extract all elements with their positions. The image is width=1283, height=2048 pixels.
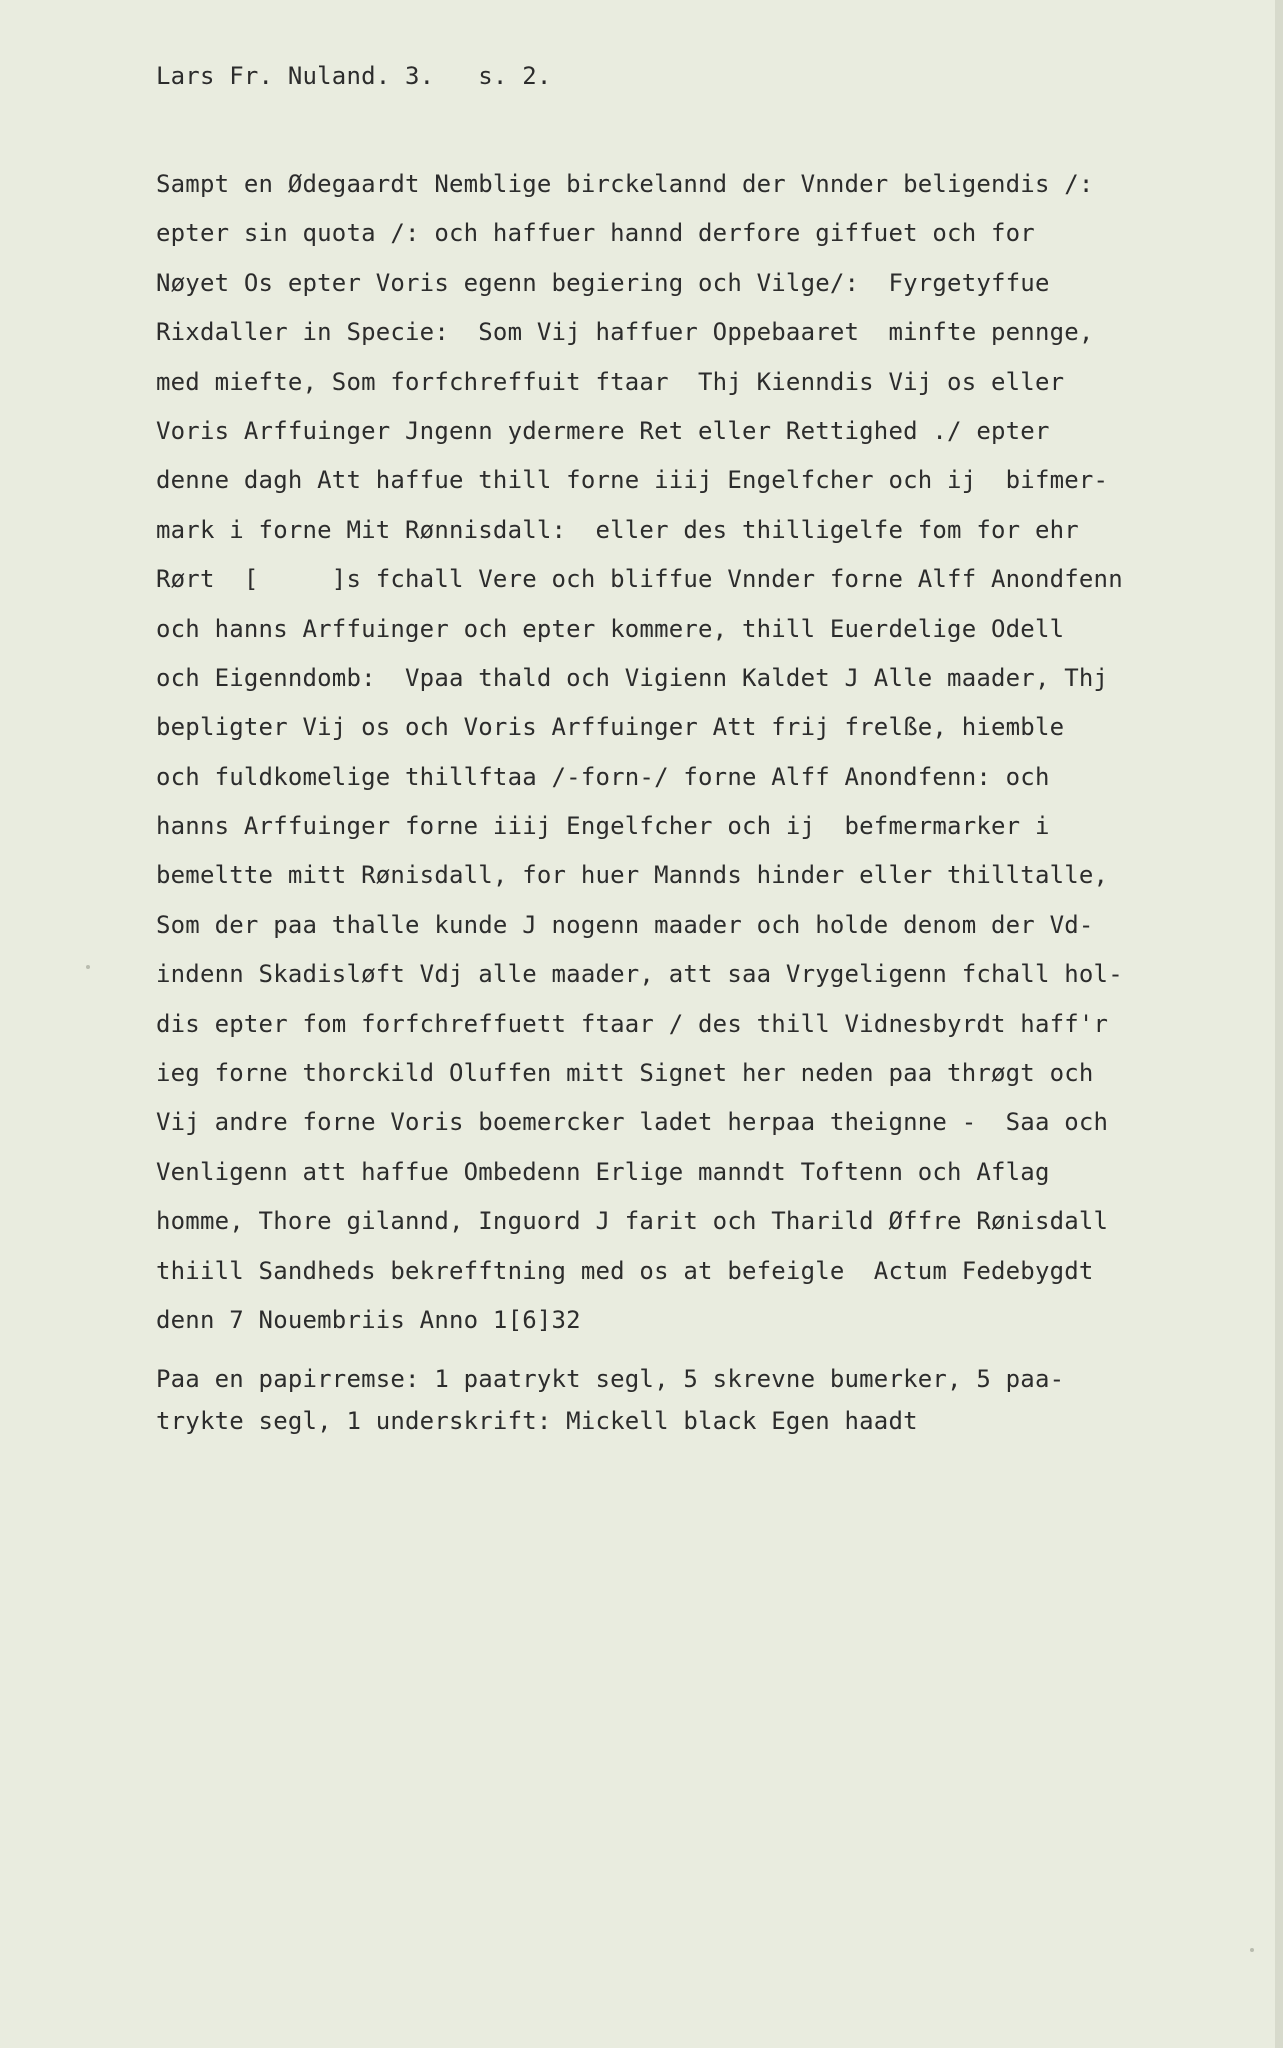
transcription-body xyxy=(156,160,1156,1345)
text-line: ieg forne thorckild Oluffen mitt Signet her neden paa thrøgt och xyxy=(156,1059,1094,1088)
text-line: Vij andre forne Voris boemercker ladet herpaa theignne - Saa och xyxy=(156,1108,1109,1137)
text-line: Sampt en Ødegaardt Nemblige birckelannd der Vnnder beligendis /: xyxy=(156,170,1094,198)
paper-speck xyxy=(1250,1948,1254,1952)
text-line: mark i forne Mit Rønnisdall: eller des thilligelfe fom for ehr xyxy=(156,515,1079,544)
text-line: och hanns Arffuinger och epter kommere, thill Euerdelige Odell xyxy=(156,614,1065,643)
text-line: Venligenn att haffue Ombedenn Erlige manndt Toftenn och Aflag xyxy=(156,1157,1050,1186)
text-line: Rørt [ ]s fchall Vere och bliffue Vnnder forne Alff Anondfenn xyxy=(156,565,1123,594)
text-line: epter sin quota /: och haffuer hannd derfore giffuet och for xyxy=(156,219,1035,248)
text-line: Rixdaller in Specie: Som Vij haffuer Oppebaaret minfte pennge, xyxy=(156,318,1094,347)
text-line: denne dagh Att haffue thill forne iiij Engelfcher och ij bifmer- xyxy=(156,466,1109,495)
text-line: bemeltte mitt Rønisdall, for huer Mannds hinder eller thilltalle, xyxy=(156,861,1109,890)
page-header: Lars Fr. Nuland. 3. s. 2. xyxy=(156,62,552,90)
note-line: Paa en papirremse: 1 paatrykt segl, 5 skrevne bumerker, 5 paa- xyxy=(156,1365,1065,1393)
source-note xyxy=(156,1358,1156,1442)
text-line: dis epter fom forfchreffuett ftaar / des thill Vidnesbyrdt haff'r xyxy=(156,1009,1109,1038)
text-line: och fuldkomelige thillftaa /-forn-/ forne Alff Anondfenn: och xyxy=(156,762,1050,791)
text-line: thiill Sandheds bekrefftning med os at befeigle Actum Fedebygdt xyxy=(156,1256,1094,1285)
text-line: och Eigenndomb: Vpaa thald och Vigienn Kaldet J Alle maader, Thj xyxy=(156,663,1109,692)
text-line: denn 7 Nouembriis Anno 1[6]32 xyxy=(156,1305,581,1334)
paper-speck xyxy=(86,965,90,969)
text-line: med miefte, Som forfchreffuit ftaar Thj Kienndis Vij os eller xyxy=(156,367,1065,396)
text-line: Voris Arffuinger Jngenn ydermere Ret eller Rettighed ./ epter xyxy=(156,416,1050,445)
note-line: trykte segl, 1 underskrift: Mickell black Egen haadt xyxy=(156,1407,918,1435)
text-line: homme, Thore gilannd, Inguord J farit och Tharild Øffre Rønisdall xyxy=(156,1207,1109,1236)
text-line: indenn Skadisløft Vdj alle maader, att saa Vrygeligenn fchall hol- xyxy=(156,960,1123,989)
text-line: Nøyet Os epter Voris egenn begiering och Vilge/: Fyrgetyffue xyxy=(156,268,1050,297)
text-line: Som der paa thalle kunde J nogenn maader och holde denom der Vd- xyxy=(156,910,1094,939)
text-line: hanns Arffuinger forne iiij Engelfcher och ij befmermarker i xyxy=(156,812,1050,841)
text-line: bepligter Vij os och Voris Arffuinger Att frij frelße, hiemble xyxy=(156,713,1065,742)
